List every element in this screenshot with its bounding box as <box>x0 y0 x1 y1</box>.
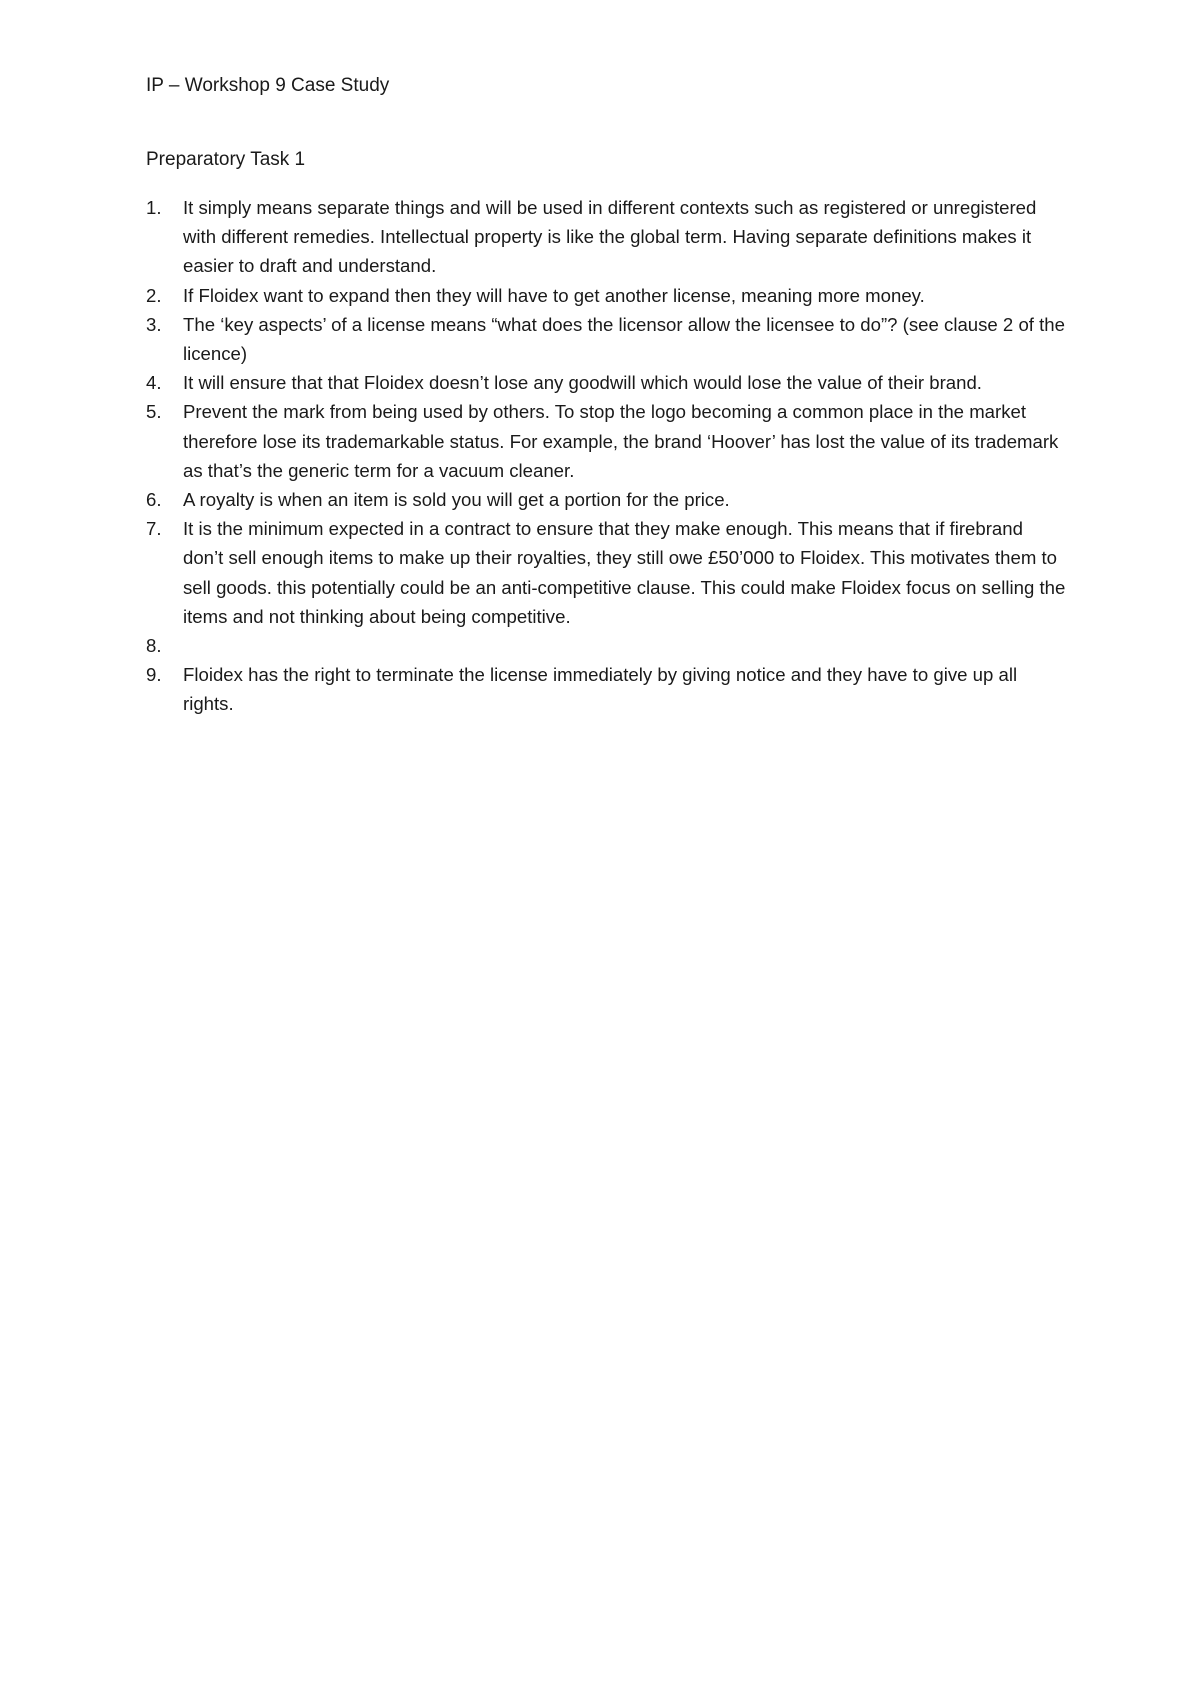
document-title: IP – Workshop 9 Case Study <box>146 75 390 96</box>
section-heading: Preparatory Task 1 <box>146 149 306 170</box>
list-item-text: It simply means separate things and will be used in different contexts such as registered or unregistered with different remedies. Intellectual property is like the global term. Having separate definitions makes it easier to draft and understand. <box>183 197 1037 277</box>
list-item <box>146 660 1066 718</box>
list-item <box>146 514 1066 631</box>
list-item-text: A royalty is when an item is sold you will get a portion for the price. <box>183 489 730 511</box>
list-item-number: 1. <box>146 197 162 218</box>
list-item <box>146 281 1066 310</box>
list-item-number: 9. <box>146 664 162 686</box>
list-item <box>146 310 1066 368</box>
answer-list <box>146 193 1066 719</box>
list-item-number: 8. <box>146 635 162 657</box>
list-item <box>146 485 1066 514</box>
list-item <box>146 193 1066 281</box>
list-item-text: Prevent the mark from being used by others. To stop the logo becoming a common place in the market therefore lose its trademarkable status. For example, the brand ‘Hoover’ has lost the value of its trademark as that’s the generic term for a vacuum cleaner. <box>183 401 1059 481</box>
list-item-text: It will ensure that that Floidex doesn’t lose any goodwill which would lose the value of their brand. <box>183 372 982 394</box>
list-item <box>146 631 1066 660</box>
list-item <box>146 368 1066 397</box>
list-item-number: 5. <box>146 401 162 423</box>
list-item <box>146 397 1066 485</box>
list-item-number: 7. <box>146 518 162 540</box>
list-item-text: If Floidex want to expand then they will have to get another license, meaning more money. <box>183 284 925 306</box>
list-item-text: The ‘key aspects’ of a license means “what does the licensor allow the licensee to do”? (see clause 2 of the licence) <box>183 313 1065 365</box>
list-item-text: It is the minimum expected in a contract to ensure that they make enough. This means that if firebrand don’t sell enough items to make up their royalties, they still owe £50’000 to Floidex. This motivates them to sell goods. this potentially could be an anti-competitive clause. This could make Floidex focus on selling the items and not thinking about being competitive. <box>183 518 1066 627</box>
list-item-number: 6. <box>146 489 162 511</box>
list-item-number: 2. <box>146 284 162 306</box>
list-item-text: Floidex has the right to terminate the license immediately by giving notice and they have to give up all rights. <box>183 664 1018 715</box>
list-item-number: 3. <box>146 313 162 335</box>
list-item-number: 4. <box>146 372 162 394</box>
